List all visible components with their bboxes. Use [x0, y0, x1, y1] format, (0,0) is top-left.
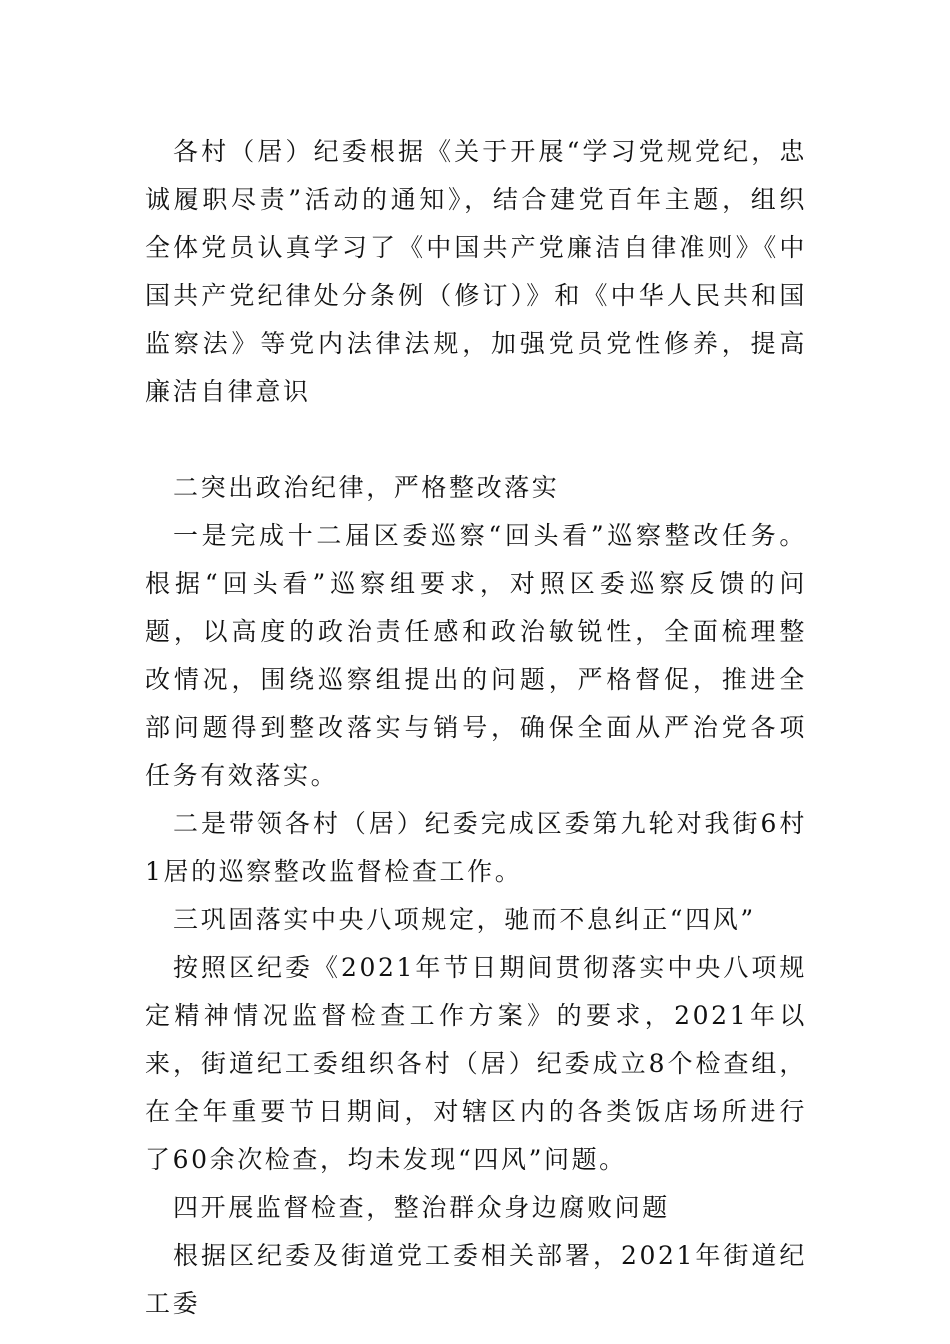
paragraph-supervision-inspection: 二是带领各村（居）纪委完成区委第九轮对我街6村1居的巡察整改监督检查工作。 [145, 809, 807, 886]
paragraph-holiday-inspection: 按照区纪委《2021年节日期间贯彻落实中央八项规定精神情况监督检查工作方案》的要求，2021年以来，街道纪工委组织各村（居）纪委成立8个检查组，在全年重要节日期间，对辖区内的各类饭店场所进行了60余次检查，均未发现“四风”问题。 [145, 953, 807, 1174]
paragraph-district-deployment: 根据区纪委及街道党工委相关部署，2021年街道纪工委 [145, 1241, 807, 1318]
paragraph-party-discipline-study: 各村（居）纪委根据《关于开展“学习党规党纪，忠诚履职尽责”活动的通知》，结合建党百年主题，组织全体党员认真学习了《中国共产党廉洁自律准则》《中国共产党纪律处分条例（修订）》和《中华人民共和国监察法》等党内法律法规，加强党员党性修养，提高廉洁自律意识 [145, 137, 807, 406]
heading-eight-regulations: 三巩固落实中央八项规定，驰而不息纠正“四风” [173, 905, 756, 934]
heading-political-discipline: 二突出政治纪律，严格整改落实 [173, 473, 560, 502]
heading-corruption-rectification: 四开展监督检查，整治群众身边腐败问题 [173, 1193, 670, 1222]
document-page [145, 128, 807, 1328]
paragraph-inspection-rectification: 一是完成十二届区委巡察“回头看”巡察整改任务。根据“回头看”巡察组要求，对照区委巡察反馈的问题，以高度的政治责任感和政治敏锐性，全面梳理整改情况，围绕巡察组提出的问题，严格督促，推进全部问题得到整改落实与销号，确保全面从严治党各项任务有效落实。 [145, 521, 807, 790]
